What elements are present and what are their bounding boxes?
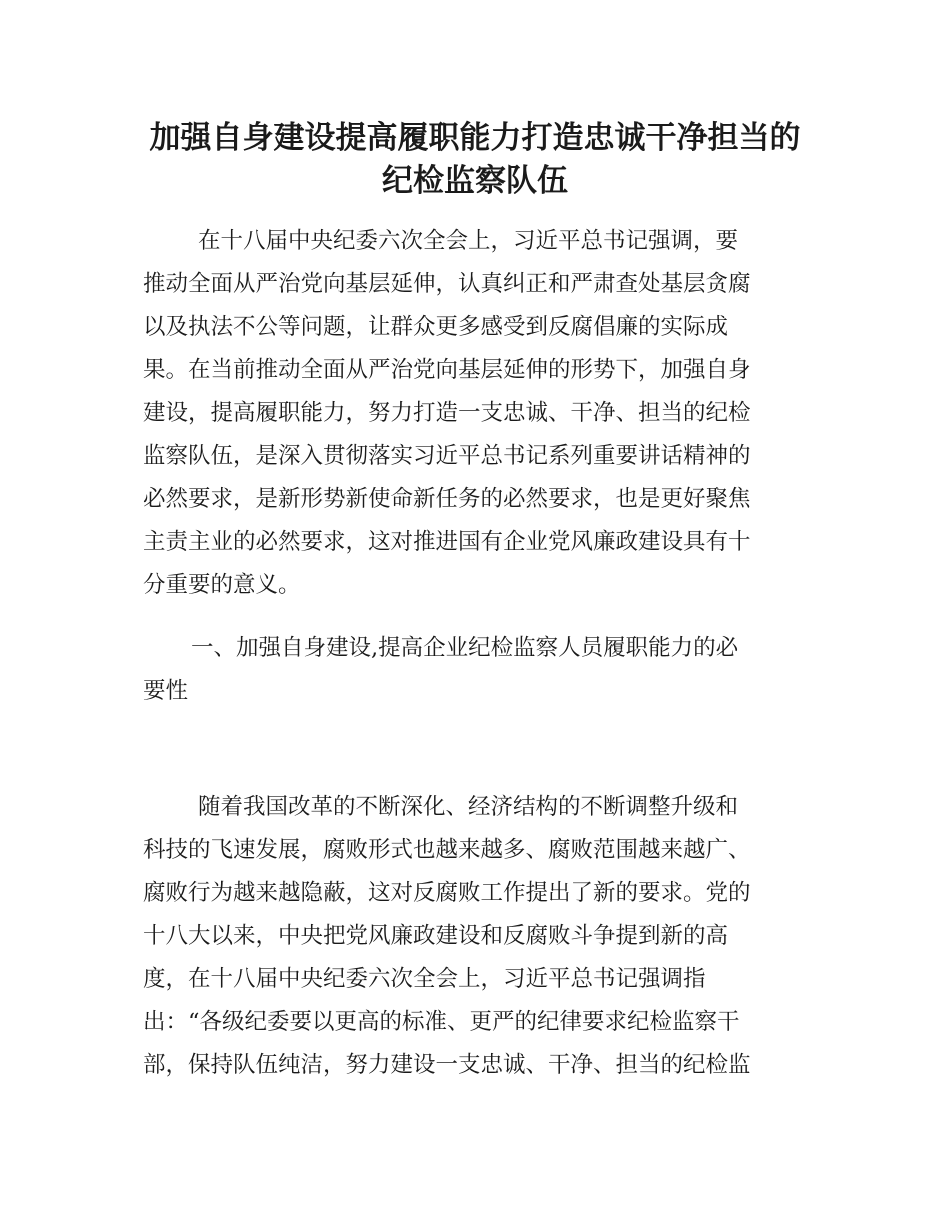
paragraph-line: 出：“各级纪委要以更高的标准、更严的纪律要求纪检监察干	[143, 1009, 740, 1035]
paragraph-line: 腐败行为越来越隐蔽，这对反腐败工作提出了新的要求。党的	[143, 880, 751, 906]
paragraph-line: 以及执法不公等问题，让群众更多感受到反腐倡廉的实际成	[143, 314, 729, 340]
paragraph-line: 主责主业的必然要求，这对推进国有企业党风廉政建设具有十	[143, 529, 751, 555]
paragraph-body	[143, 786, 813, 1087]
paragraph-line: 推动全面从严治党向基层延伸，认真纠正和严肃查处基层贪腐	[143, 271, 751, 297]
document-title-line-2: 纪检监察队伍	[382, 163, 568, 199]
paragraph-line: 科技的飞速发展，腐败形式也越来越多、腐败范围越来越广、	[143, 837, 751, 863]
paragraph-line: 果。在当前推动全面从严治党向基层延伸的形势下，加强自身	[143, 357, 751, 383]
paragraph-line: 在十八届中央纪委六次全会上，习近平总书记强调，要	[198, 228, 739, 254]
section-heading-line: 要性	[143, 678, 189, 704]
document-title-line-1: 加强自身建设提高履职能力打造忠诚干净担当的	[149, 120, 801, 156]
paragraph-line: 度，在十八届中央纪委六次全会上，习近平总书记强调指	[143, 966, 706, 992]
paragraph-line: 十八大以来，中央把党风廉政建设和反腐败斗争提到新的高	[143, 923, 729, 949]
paragraph-line: 建设，提高履职能力，努力打造一支忠诚、干净、担当的纪检	[143, 400, 751, 426]
paragraph-line: 随着我国改革的不断深化、经济结构的不断调整升级和	[198, 794, 739, 820]
paragraph-line: 分重要的意义。	[143, 572, 301, 598]
paragraph-line: 部，保持队伍纯洁，努力建设一支忠诚、干净、担当的纪检监	[143, 1052, 751, 1078]
paragraph-line: 监察队伍，是深入贯彻落实习近平总书记系列重要讲话精神的	[143, 443, 751, 469]
paragraph-intro	[143, 220, 813, 607]
section-heading-line: 一、加强自身建设,提高企业纪检监察人员履职能力的必	[191, 635, 739, 661]
section-heading-1	[143, 627, 813, 713]
paragraph-line: 必然要求，是新形势新使命新任务的必然要求，也是更好聚焦	[143, 486, 751, 512]
